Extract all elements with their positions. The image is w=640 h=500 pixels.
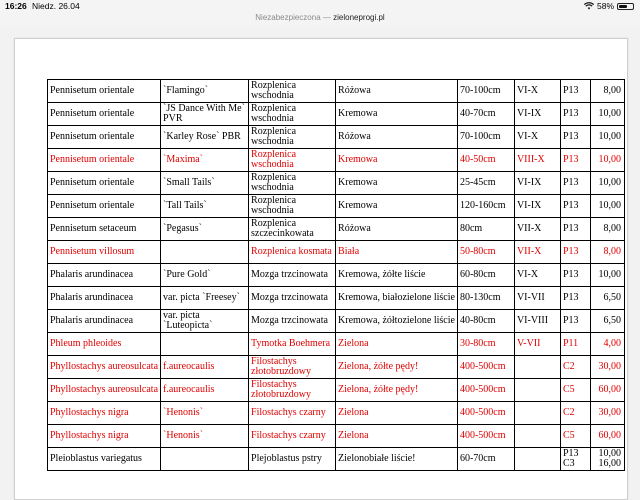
cell-polish-name: Rozplenica wschodnia bbox=[249, 195, 336, 218]
cell-polish-name: Filostachys czarny bbox=[249, 402, 336, 425]
status-date: Niedz. 26.04 bbox=[32, 1, 80, 11]
cell-pot-size: P13 C3 bbox=[560, 448, 590, 471]
cell-pot-size: C5 bbox=[560, 379, 590, 402]
cell-cultivar: f.aureocaulis bbox=[161, 379, 249, 402]
cell-height: 80-130cm bbox=[457, 287, 514, 310]
battery-icon bbox=[617, 3, 634, 10]
status-right-group bbox=[584, 1, 634, 11]
cell-polish-name: Rozplenica wschodnia bbox=[249, 103, 336, 126]
address-bar[interactable] bbox=[0, 13, 640, 27]
url-domain: zieloneprogi.pl bbox=[333, 13, 385, 22]
cell-price: 10,00 bbox=[590, 264, 624, 287]
cell-pot-size: P13 bbox=[560, 103, 590, 126]
table-row bbox=[48, 241, 625, 264]
cell-pot-size: P11 bbox=[560, 333, 590, 356]
cell-pot-size: C2 bbox=[560, 356, 590, 379]
cell-color-description: Różowa bbox=[336, 80, 458, 103]
table-row bbox=[48, 425, 625, 448]
cell-pot-size: C2 bbox=[560, 402, 590, 425]
cell-price: 10,00 bbox=[590, 149, 624, 172]
cell-flowering-period bbox=[514, 425, 560, 448]
cell-price: 6,50 bbox=[590, 287, 624, 310]
cell-pot-size: P13 bbox=[560, 195, 590, 218]
cell-polish-name: Rozplenica kosmata bbox=[249, 241, 336, 264]
cell-flowering-period: VI-IX bbox=[514, 103, 560, 126]
security-label: Niezabezpieczona — bbox=[255, 13, 334, 22]
cell-cultivar: `Pegasus` bbox=[161, 218, 249, 241]
cell-price: 30,00 bbox=[590, 402, 624, 425]
cell-color-description: Kremowa, białozielone liście bbox=[336, 287, 458, 310]
cell-price: 10,00 bbox=[590, 126, 624, 149]
cell-pot-size: P13 bbox=[560, 80, 590, 103]
cell-latin-name: Pennisetum orientale bbox=[48, 149, 161, 172]
cell-latin-name: Pennisetum setaceum bbox=[48, 218, 161, 241]
cell-height: 60-70cm bbox=[457, 448, 514, 471]
cell-polish-name: Rozplenica wschodnia bbox=[249, 172, 336, 195]
cell-cultivar: `Maxima` bbox=[161, 149, 249, 172]
cell-color-description: Różowa bbox=[336, 218, 458, 241]
cell-height: 60-80cm bbox=[457, 264, 514, 287]
cell-polish-name: Filostachys złotobruzdowy bbox=[249, 356, 336, 379]
cell-price: 10,00 16,00 bbox=[590, 448, 624, 471]
cell-cultivar: `Henonis` bbox=[161, 425, 249, 448]
table-row bbox=[48, 103, 625, 126]
table-row bbox=[48, 195, 625, 218]
cell-latin-name: Phleum phleoides bbox=[48, 333, 161, 356]
cell-flowering-period: VI-X bbox=[514, 80, 560, 103]
cell-pot-size: P13 bbox=[560, 310, 590, 333]
cell-pot-size: P13 bbox=[560, 149, 590, 172]
cell-color-description: Kremowa bbox=[336, 149, 458, 172]
cell-polish-name: Tymotka Boehmera bbox=[249, 333, 336, 356]
cell-price: 8,00 bbox=[590, 218, 624, 241]
cell-flowering-period: VI-X bbox=[514, 264, 560, 287]
cell-cultivar: `Pure Gold` bbox=[161, 264, 249, 287]
cell-height: 50-80cm bbox=[457, 241, 514, 264]
cell-color-description: Kremowa bbox=[336, 103, 458, 126]
table-row bbox=[48, 172, 625, 195]
cell-latin-name: Pennisetum orientale bbox=[48, 126, 161, 149]
cell-latin-name: Pleioblastus variegatus bbox=[48, 448, 161, 471]
cell-latin-name: Phyllostachys aureosulcata bbox=[48, 356, 161, 379]
cell-height: 80cm bbox=[457, 218, 514, 241]
cell-height: 30-80cm bbox=[457, 333, 514, 356]
cell-color-description: Kremowa, żółtozielone liście bbox=[336, 310, 458, 333]
cell-flowering-period bbox=[514, 402, 560, 425]
cell-flowering-period: VI-X bbox=[514, 126, 560, 149]
cell-polish-name: Mozga trzcinowata bbox=[249, 287, 336, 310]
cell-cultivar: `Tall Tails` bbox=[161, 195, 249, 218]
cell-flowering-period: V-VII bbox=[514, 333, 560, 356]
cell-latin-name: Phyllostachys nigra bbox=[48, 402, 161, 425]
table-row bbox=[48, 149, 625, 172]
cell-height: 400-500cm bbox=[457, 402, 514, 425]
cell-color-description: Zielona, żółte pędy! bbox=[336, 356, 458, 379]
cell-color-description: Zielonobiałe liście! bbox=[336, 448, 458, 471]
cell-height: 70-100cm bbox=[457, 126, 514, 149]
cell-price: 30,00 bbox=[590, 356, 624, 379]
cell-latin-name: Pennisetum villosum bbox=[48, 241, 161, 264]
cell-pot-size: P13 bbox=[560, 172, 590, 195]
table-row bbox=[48, 264, 625, 287]
table-row bbox=[48, 356, 625, 379]
cell-latin-name: Phyllostachys nigra bbox=[48, 425, 161, 448]
cell-latin-name: Phalaris arundinacea bbox=[48, 310, 161, 333]
cell-cultivar bbox=[161, 333, 249, 356]
cell-polish-name: Rozplenica szczecinkowata bbox=[249, 218, 336, 241]
cell-color-description: Kremowa bbox=[336, 195, 458, 218]
cell-polish-name: Filostachys czarny bbox=[249, 425, 336, 448]
cell-color-description: Kremowa bbox=[336, 172, 458, 195]
table-row bbox=[48, 448, 625, 471]
cell-cultivar: `Small Tails` bbox=[161, 172, 249, 195]
cell-color-description: Zielona bbox=[336, 425, 458, 448]
cell-color-description: Biała bbox=[336, 241, 458, 264]
cell-cultivar: `JS Dance With Me` PVR bbox=[161, 103, 249, 126]
cell-cultivar: `Flamingo` bbox=[161, 80, 249, 103]
table-row bbox=[48, 402, 625, 425]
cell-pot-size: P13 bbox=[560, 264, 590, 287]
cell-color-description: Różowa bbox=[336, 126, 458, 149]
cell-price: 4,00 bbox=[590, 333, 624, 356]
cell-price: 60,00 bbox=[590, 425, 624, 448]
cell-flowering-period: VIII-X bbox=[514, 149, 560, 172]
cell-flowering-period bbox=[514, 448, 560, 471]
cell-price: 8,00 bbox=[590, 80, 624, 103]
cell-pot-size: P13 bbox=[560, 287, 590, 310]
wifi-icon bbox=[584, 2, 594, 10]
cell-price: 10,00 bbox=[590, 172, 624, 195]
cell-latin-name: Pennisetum orientale bbox=[48, 172, 161, 195]
cell-polish-name: Rozplenica wschodnia bbox=[249, 80, 336, 103]
cell-cultivar: `Henonis` bbox=[161, 402, 249, 425]
table-row bbox=[48, 80, 625, 103]
cell-latin-name: Phalaris arundinacea bbox=[48, 287, 161, 310]
cell-color-description: Kremowa, żółte liście bbox=[336, 264, 458, 287]
cell-height: 120-160cm bbox=[457, 195, 514, 218]
cell-polish-name: Plejoblastus pstry bbox=[249, 448, 336, 471]
cell-pot-size: P13 bbox=[560, 241, 590, 264]
cell-height: 40-50cm bbox=[457, 149, 514, 172]
cell-latin-name: Pennisetum orientale bbox=[48, 80, 161, 103]
cell-cultivar: `Karley Rose` PBR bbox=[161, 126, 249, 149]
cell-polish-name: Rozplenica wschodnia bbox=[249, 149, 336, 172]
cell-polish-name: Mozga trzcinowata bbox=[249, 264, 336, 287]
cell-flowering-period bbox=[514, 356, 560, 379]
cell-flowering-period: VII-X bbox=[514, 218, 560, 241]
cell-polish-name: Filostachys złotobruzdowy bbox=[249, 379, 336, 402]
table-row bbox=[48, 287, 625, 310]
cell-flowering-period bbox=[514, 379, 560, 402]
cell-cultivar: f.aureocaulis bbox=[161, 356, 249, 379]
battery-percent: 58% bbox=[596, 1, 614, 11]
cell-height: 40-80cm bbox=[457, 310, 514, 333]
cell-latin-name: Pennisetum orientale bbox=[48, 195, 161, 218]
cell-height: 70-100cm bbox=[457, 80, 514, 103]
cell-pot-size: P13 bbox=[560, 218, 590, 241]
cell-cultivar: var. picta `Luteopicta` bbox=[161, 310, 249, 333]
table-row bbox=[48, 126, 625, 149]
cell-height: 400-500cm bbox=[457, 356, 514, 379]
price-table bbox=[47, 79, 625, 471]
cell-height: 40-70cm bbox=[457, 103, 514, 126]
cell-height: 25-45cm bbox=[457, 172, 514, 195]
cell-cultivar: var. picta `Freesey` bbox=[161, 287, 249, 310]
cell-latin-name: Pennisetum orientale bbox=[48, 103, 161, 126]
table-row bbox=[48, 218, 625, 241]
cell-flowering-period: VI-IX bbox=[514, 195, 560, 218]
cell-price: 10,00 bbox=[590, 195, 624, 218]
cell-price: 6,50 bbox=[590, 310, 624, 333]
status-time: 16:26 bbox=[5, 1, 27, 11]
cell-cultivar bbox=[161, 448, 249, 471]
cell-flowering-period: VI-VII bbox=[514, 287, 560, 310]
cell-latin-name: Phalaris arundinacea bbox=[48, 264, 161, 287]
table-row bbox=[48, 333, 625, 356]
cell-price: 8,00 bbox=[590, 241, 624, 264]
cell-pot-size: C5 bbox=[560, 425, 590, 448]
cell-cultivar bbox=[161, 241, 249, 264]
cell-polish-name: Mozga trzcinowata bbox=[249, 310, 336, 333]
cell-latin-name: Phyllostachys aureosulcata bbox=[48, 379, 161, 402]
cell-height: 400-500cm bbox=[457, 425, 514, 448]
cell-price: 60,00 bbox=[590, 379, 624, 402]
table-row bbox=[48, 310, 625, 333]
cell-flowering-period: VI-VIII bbox=[514, 310, 560, 333]
status-bar bbox=[0, 0, 640, 13]
cell-price: 10,00 bbox=[590, 103, 624, 126]
cell-color-description: Zielona bbox=[336, 402, 458, 425]
cell-flowering-period: VI-IX bbox=[514, 172, 560, 195]
cell-height: 400-500cm bbox=[457, 379, 514, 402]
cell-flowering-period: VII-X bbox=[514, 241, 560, 264]
cell-pot-size: P13 bbox=[560, 126, 590, 149]
table-row bbox=[48, 379, 625, 402]
cell-color-description: Zielona bbox=[336, 333, 458, 356]
cell-color-description: Zielona, żółte pędy! bbox=[336, 379, 458, 402]
cell-polish-name: Rozplenica wschodnia bbox=[249, 126, 336, 149]
